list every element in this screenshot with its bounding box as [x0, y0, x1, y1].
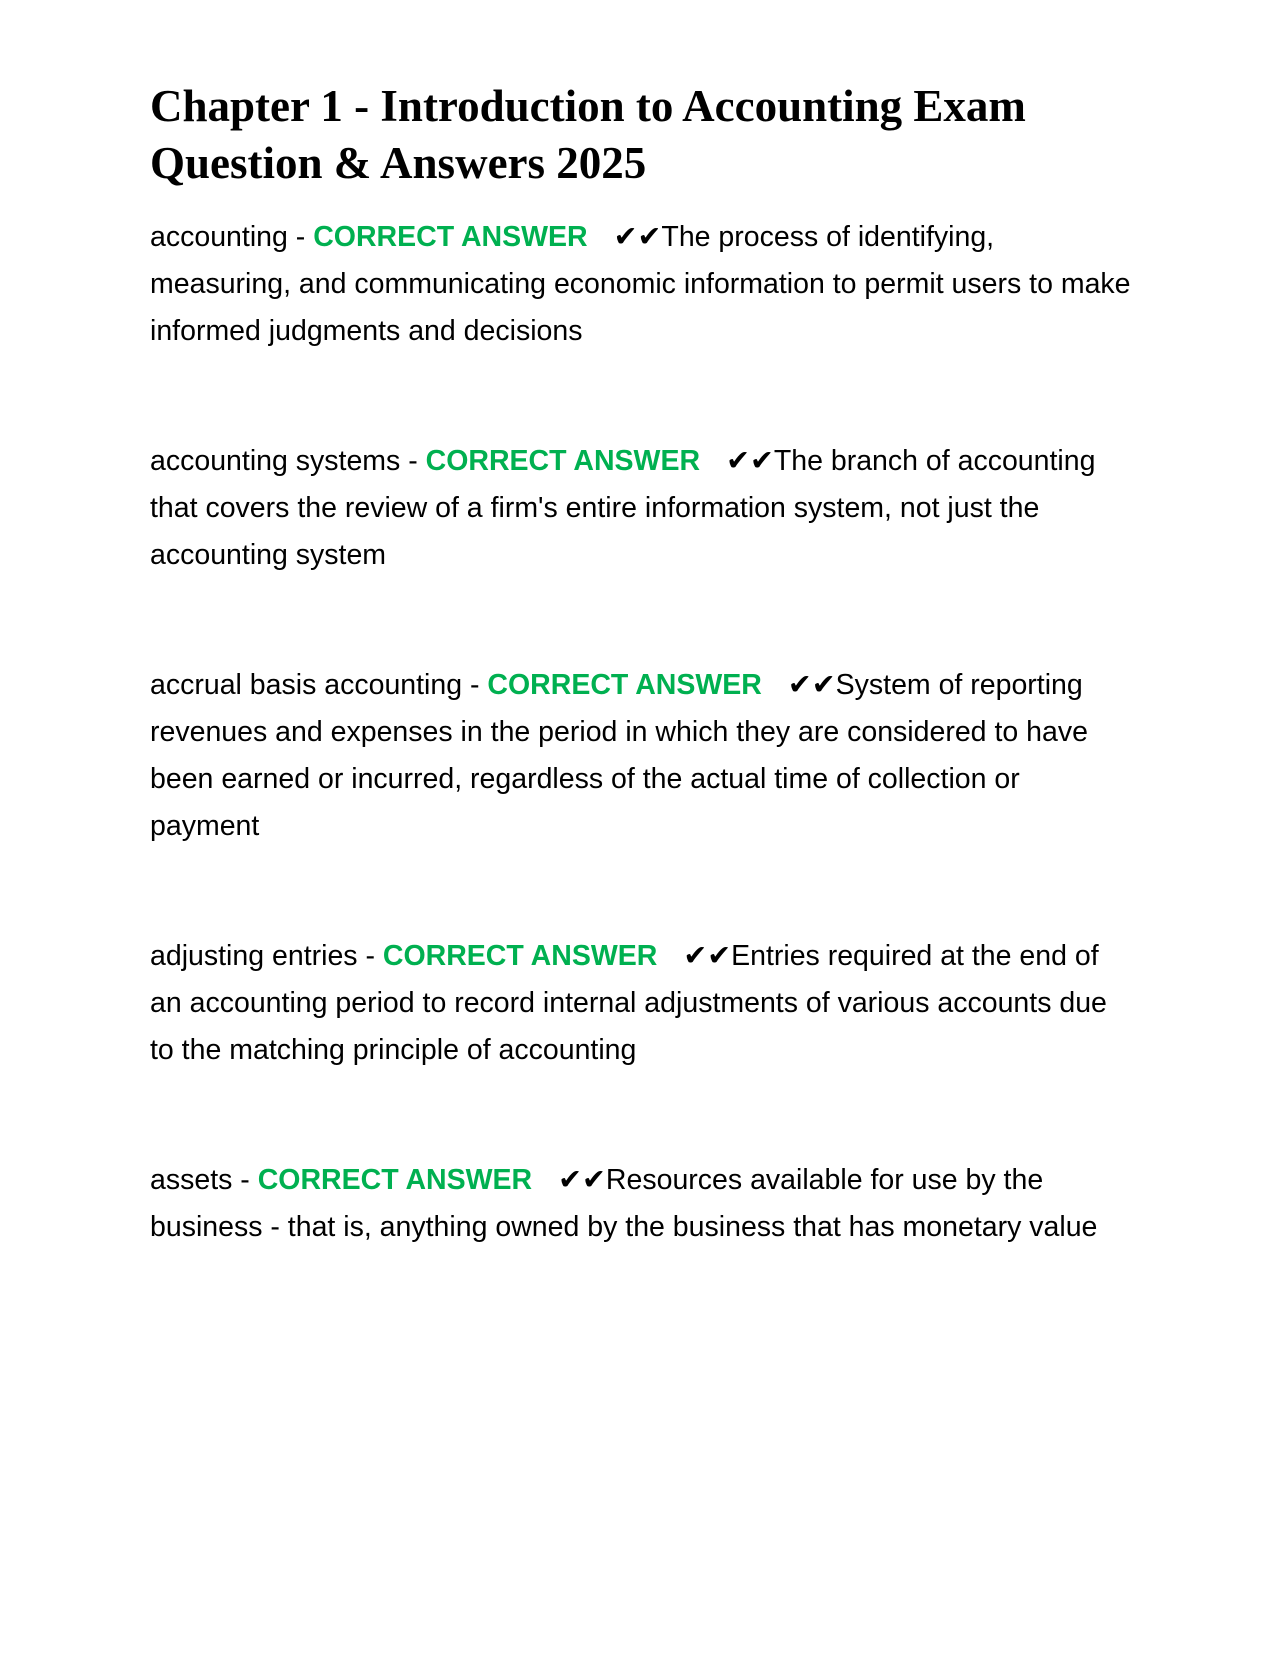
- entry-accrual-basis-accounting: [150, 662, 1135, 850]
- entry-assets: [150, 1157, 1135, 1251]
- entry-definition: Entries required at the end of an accounting period to record internal adjustments of various accounts due to the matching principle of accounting: [150, 940, 1107, 1066]
- correct-answer-label: CORRECT ANSWER: [487, 669, 762, 701]
- entry-term: accounting systems -: [150, 445, 426, 477]
- document-page: [150, 78, 1135, 1334]
- entry-definition: The branch of accounting that covers the review of a firm's entire information system, not just the accounting system: [150, 445, 1096, 571]
- entry-accounting-systems: [150, 438, 1135, 579]
- correct-answer-label: CORRECT ANSWER: [257, 1164, 533, 1196]
- document-title: Chapter 1 - Introduction to Accounting Exam Question & Answers 2025: [150, 81, 1026, 188]
- double-check-icon: ✔✔: [726, 445, 774, 477]
- entry-term: adjusting entries -: [150, 940, 383, 972]
- correct-answer-label: CORRECT ANSWER: [382, 940, 658, 972]
- correct-answer-label: CORRECT ANSWER: [425, 445, 701, 477]
- entry-adjusting-entries: [150, 933, 1135, 1074]
- double-check-icon: ✔✔: [558, 1164, 606, 1196]
- entry-term: accounting -: [150, 221, 314, 253]
- entry-definition: Resources available for use by the business - that is, anything owned by the business that has monetary value: [150, 1164, 1098, 1243]
- double-check-icon: ✔✔: [613, 221, 662, 253]
- double-check-icon: ✔✔: [683, 940, 732, 972]
- double-check-icon: ✔✔: [787, 669, 836, 701]
- entry-accounting: [150, 214, 1135, 355]
- entry-definition: System of reporting revenues and expenses in the period in which they are considered to have been earned or incurred, regardless of the actual time of collection or payment: [150, 669, 1088, 842]
- entry-term: assets -: [150, 1164, 258, 1196]
- correct-answer-label: CORRECT ANSWER: [313, 221, 588, 253]
- entry-term: accrual basis accounting -: [150, 669, 488, 701]
- entry-definition: The process of identifying, measuring, and communicating economic information to permit users to make informed judgments and decisions: [150, 221, 1131, 347]
